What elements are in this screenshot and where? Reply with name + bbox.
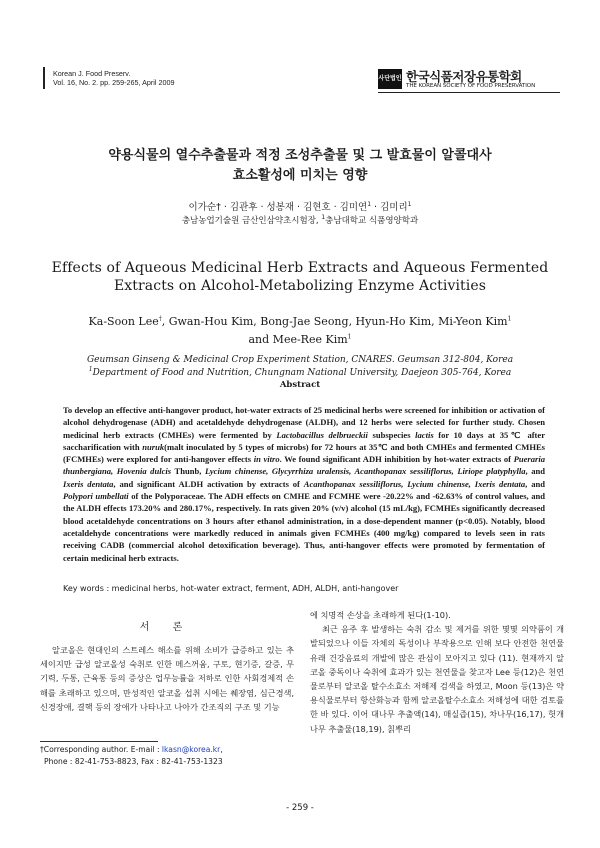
english-affiliation-2: Department of Food and Nutrition, Chungnam National University, Daejeon 305-764, Korea	[92, 368, 512, 378]
society-logo	[378, 67, 560, 91]
journal-name: Korean J. Food Preserv.	[53, 69, 131, 78]
english-title-line2: Extracts on Alcohol-Metabolizing Enzyme Activities	[113, 278, 487, 294]
corresponding-author-footnote: †Corresponding author. E-mail : lkasn@korea.kr, Phone : 82-41-753-8823, Fax : 82-41-753-1323	[40, 744, 300, 768]
society-name-ko: 한국식품저장유통학회	[406, 69, 522, 84]
keywords	[63, 583, 545, 594]
korean-affiliation-tail: 충남대학교 식품영양학과	[325, 216, 419, 226]
english-affiliation-1: Geumsan Ginseng & Medicinal Crop Experiment Station, CNARES. Geumsan 312-804, Korea	[86, 355, 514, 365]
english-title	[40, 259, 560, 295]
english-title-line1: Effects of Aqueous Medicinal Herb Extracts and Aqueous Fermented	[51, 260, 549, 276]
society-name-en: THE KOREAN SOCIETY OF FOOD PRESERVATION	[406, 83, 536, 89]
intro-paragraph-continued: 에 치명적 손상을 초래하게 된다(1-10).	[310, 610, 451, 620]
section-heading-introduction: 서 론	[139, 622, 193, 633]
english-author-last: and Mee-Ree Kim	[248, 333, 348, 346]
footnote-rule	[40, 741, 158, 742]
english-authors-rest: , Gwan-Hou Kim, Bong-Jae Seong, Hyun-Ho Kim, Mi-Yeon Kim	[161, 315, 508, 328]
english-affiliations: Geumsan Ginseng & Medicinal Crop Experiment Station, CNARES. Geumsan 312-804, Korea $^1$Department of Food and Nutrition, Chungnam National University, Daejeon 305-764, Korea	[40, 354, 560, 380]
body-column-left	[40, 643, 294, 714]
intro-paragraph-1: 알코올은 현대인의 스트레스 해소를 위해 소비가 급증하고 있는 추세이지만 급성 알코올성 숙취로 인한 메스꺼움, 구토, 현기증, 갈증, 무기력, 두통, 근육통 등의 증상은 업무능률을 저하로 인한 사회경제적 손해를 초래하고 있으며, 만성적인 알코올 섭취 시에는 췌장염, 심근경색, 신경장애, 결핵 등의 장애가 나타나고 나아가 간조직의 구조 및 기능	[40, 645, 294, 712]
contact-phone-fax: Phone : 82-41-753-8823, Fax : 82-41-753-1323	[44, 757, 223, 766]
korean-authors-main: 이가순† · 김관후 · 성봉재 · 김현호 · 김미연	[188, 202, 368, 213]
korean-title-line1: 약용식물의 열수추출물과 적정 조성추출물 및 그 발효물이 알콜대사	[108, 148, 492, 163]
society-mark: 사단법인	[378, 69, 402, 89]
page-number: - 259 -	[286, 803, 314, 813]
abstract-heading: Abstract	[279, 380, 321, 390]
english-author-lead: Ka-Soon Lee	[88, 315, 159, 328]
korean-authors-tail: · 김미리	[371, 202, 408, 213]
header-rule-right	[378, 92, 560, 93]
author-email-link[interactable]: lkasn@korea.kr	[161, 745, 221, 754]
body-column-right	[310, 608, 564, 736]
korean-authors: 이가순† · 김관후 · 성봉재 · 김현호 · 김미연$^1$ · 김미리$^1$	[188, 200, 412, 213]
abstract-text: To develop an effective anti-hangover product, hot-water extracts of 25 medicinal herbs were screened for inhibition or activation of alcohol dehydrogenase (ADH) and acetaldehyde dehydrogenase (ALDH), and 12 herbs were selected for further study. Chosen medicinal herb extracts (CMHEs) were fermented by Lactobacillus delbrueckii subspecies lactis for 10 days at 35℃ after saccharification with nuruk(malt inoculated by 5 types of microbs) for 72 hours at 35℃ and both CMHEs and fermented CMHEs (FCMHEs) were explored for anti-hangover effects in vitro. We found significant ADH inhibition by hot-water extracts of Pueraria thunbergiana, Hovenia dulcis Thunb, Lycium chinense, Glycyrrhiza uralensis, Acanthopanax sessiliflorus, Liriope platyphylla, and Ixeris dentata, and significant ALDH activation by extracts of Acanthopanax sessiliflorus, Lycium chinense, Ixeris dentata, and Polypori umbellati of the Polyporaceae. The ADH effects on CMHE and FCMHE were -20.22% and -62.63% of control values, and the ALDH effects 173.20% and 280.17%, respectively. In rats given 20% (v/v) alcohol (15 mL/kg), FCMHEs significantly decreased blood acetaldehyde concentrations on 3 hours after ethanol administration, in a dose-dependent manner (p<0.05). Notably, blood acetaldehyde concentrations were markedly reduced in animals given FCMHEs (400 mg/kg) compared to levels seen in rats receiving CADB (commercial alcohol detoxification beverage). Thus, anti-hangover effects were promoted by fermentation of certain medicinal herb extracts.	[63, 405, 545, 563]
journal-volume: Vol. 16, No. 2. pp. 259-265, April 2009	[53, 78, 175, 87]
header-rule-left	[43, 67, 45, 89]
keywords-list: : medicinal herbs, hot-water extract, ferment, ADH, ALDH, anti-hangover	[106, 584, 399, 593]
korean-affiliation-main: 충남농업기술원 금산인삼약초시험장,	[181, 216, 322, 226]
korean-affiliation: 충남농업기술원 금산인삼약초시험장, $^1$충남대학교 식품영양학과	[181, 214, 419, 226]
journal-info	[53, 69, 174, 87]
korean-title-line2: 효소활성에 미치는 영향	[232, 168, 368, 183]
keywords-label: Key words	[63, 584, 104, 593]
english-authors: Ka-Soon Lee†, Gwan-Hou Kim, Bong-Jae Seong, Hyun-Ho Kim, Mi-Yeon Kim$^1$ and Mee-Ree Kim$^1$	[88, 315, 512, 346]
intro-paragraph-2: 최근 음주 후 발생하는 숙취 감소 및 제거를 위한 몇몇 의약품이 개발되었으나 이들 자체의 독성이나 부작용으로 인해 보다 안전한 천연물 유래 건강음료의 개발에 많은 관심이 모아지고 있다 (11). 현재까지 알코올 중독이나 숙취에 효과가 있는 천연물을 찾고자 Lee 등(12)은 천연물로부터 알코올 탈수소효소 저해제 검색을 하였고, Moon 등(13)은 약용식물로부터 항산화능과 함께 알코올탈수소효소 저해성에 대한 검토를 한 바 있다. 이어 대나무 추출액(14), 매실즙(15), 차나무(16,17), 헛개나무 추출물(18,19), 칡뿌리	[310, 624, 564, 734]
